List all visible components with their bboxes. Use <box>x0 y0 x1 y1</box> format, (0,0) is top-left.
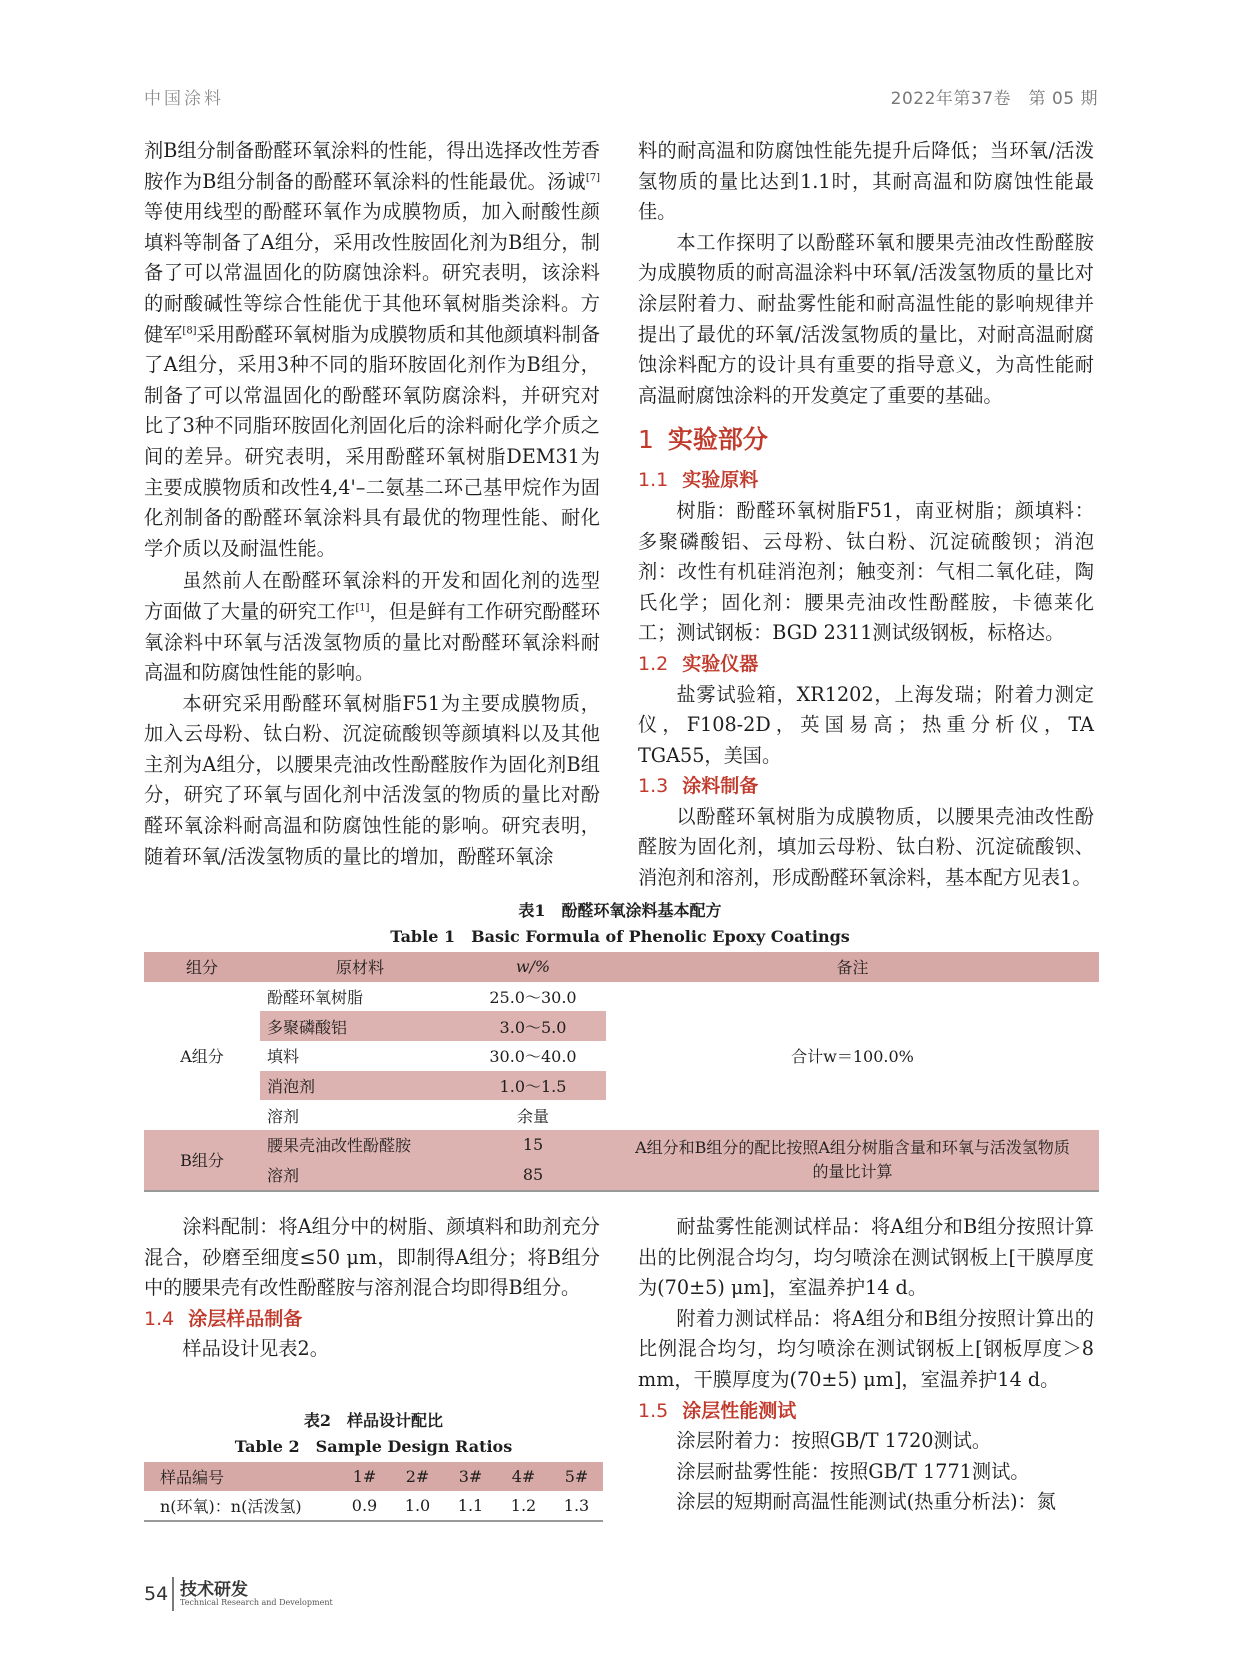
paragraph: 涂层附着力：按照GB/T 1720测试。 <box>676 1429 992 1453</box>
paragraph: 涂料配制：将A组分中的树脂、颜填料和助剂充分混合，砂磨至细度≤50 μm，即制得A组分；将B组分中的腰果壳有改性酚醛胺与溶剂混合均即得B组分。 <box>144 1215 600 1300</box>
subsection-heading: 1.4 涂层样品制备 <box>144 1307 303 1330</box>
paragraph: 料的耐高温和防腐蚀性能先提升后降低；当环氧/活泼氢物质的量比达到1.1时，其耐高温和防腐蚀性能最佳。 <box>638 139 1094 224</box>
table-row <box>144 1130 1099 1160</box>
section-name: 技术研发 <box>180 1580 248 1600</box>
table1-caption-en: Table 1 Basic Formula of Phenolic Epoxy Coatings <box>390 927 850 946</box>
paragraph: 涂层耐盐雾性能：按照GB/T 1771测试。 <box>676 1459 1030 1483</box>
footer-divider <box>172 1577 174 1611</box>
table1 <box>144 952 1099 1192</box>
column-header: 样品编号 <box>144 1462 338 1491</box>
value-cell: 30.0～40.0 <box>489 1047 577 1067</box>
citation[interactable]: [1] <box>355 602 370 614</box>
paragraph: 涂层的短期耐高温性能测试(热重分析法)：氮 <box>676 1490 1056 1514</box>
column-header: 4# <box>497 1462 550 1491</box>
column-header: 备注 <box>606 952 1099 982</box>
column-header: w/% <box>460 952 606 982</box>
value-cell: 25.0～30.0 <box>489 988 577 1008</box>
table-header-row <box>144 1462 603 1491</box>
subsection-heading: 1.1 实验原料 <box>638 469 759 492</box>
column-header: 1# <box>338 1462 391 1491</box>
paragraph: 附着力测试样品：将A组分和B组分按照计算出的比例混合均匀，均匀喷涂在测试钢板上[钢板厚度＞8 mm，干膜厚度为(70±5) μm]，室温养护14 d。 <box>638 1306 1094 1391</box>
material-cell: 溶剂 <box>267 1106 300 1126</box>
journal-name: 中国涂料 <box>144 89 224 109</box>
column-header: 5# <box>550 1462 603 1491</box>
left-column-bottom <box>144 1212 600 1365</box>
table-row <box>144 1491 603 1521</box>
table-header-row <box>144 952 1099 982</box>
value-cell: 1.1 <box>457 1496 484 1515</box>
paragraph: 虽然前人在酚醛环氧涂料的开发和固化剂的选型方面做了大量的研究工作[1]，但是鲜有工作研究酚醛环氧涂料中环氧与活泼氢物质的量比对酚醛环氧涂料耐高温和防腐蚀性能的影响。 <box>144 569 601 685</box>
column-header: 2# <box>391 1462 444 1491</box>
material-cell: 填料 <box>267 1047 300 1067</box>
column-header: 组分 <box>144 952 260 982</box>
column-header: 3# <box>444 1462 497 1491</box>
material-cell: 多聚磷酸铝 <box>260 1011 460 1041</box>
section-heading: 1 实验部分 <box>638 425 768 455</box>
material-cell: 溶剂 <box>267 1166 300 1186</box>
left-column-top <box>144 136 600 872</box>
paragraph: 以酚醛环氧树脂为成膜物质，以腰果壳油改性酚醛胺为固化剂，填加云母粉、钛白粉、沉淀硫酸钡、消泡剂和溶剂，形成酚醛环氧涂料，基本配方见表1。 <box>638 804 1094 890</box>
value-cell: 1.0 <box>404 1496 431 1515</box>
right-column-top <box>638 136 1094 894</box>
table2 <box>144 1462 603 1522</box>
note-cell: A组分和B组分的配比按照A组分树脂含量和环氧与活泼氢物质的量比计算 <box>635 1137 1070 1181</box>
value-cell: 1.3 <box>563 1496 590 1515</box>
paragraph: 盐雾试验箱，XR1202，上海发瑞；附着力测定仪，F108-2D，英国易高；热重分析仪，TA TGA55，美国。 <box>638 682 1094 767</box>
group-label: A组分 <box>180 1047 224 1067</box>
subsection-heading: 1.5 涂层性能测试 <box>638 1399 797 1422</box>
subsection-heading: 1.2 实验仪器 <box>638 652 759 675</box>
paragraph: 本工作探明了以酚醛环氧和腰果壳油改性酚醛胺为成膜物质的耐高温涂料中环氧/活泼氢物质的量比对涂层附着力、耐盐雾性能和耐高温性能的影响规律并提出了最优的环氧/活泼氢物质的量比，对耐高温耐腐蚀涂料配方的设计具有重要的指导意义，为高性能耐高温耐腐蚀涂料的开发奠定了重要的基础。 <box>638 230 1094 407</box>
value-cell: 0.9 <box>351 1496 378 1515</box>
table2-caption-cn: 表2 样品设计配比 <box>303 1411 444 1430</box>
note-cell: 合计w＝100.0% <box>791 1047 914 1067</box>
material-cell: 消泡剂 <box>260 1071 460 1101</box>
value-cell: 15 <box>522 1135 544 1155</box>
table1-caption-cn: 表1 酚醛环氧涂料基本配方 <box>518 901 722 920</box>
paragraph: 样品设计见表2。 <box>182 1337 329 1361</box>
section-name-en: Technical Research and Development <box>180 1598 333 1607</box>
table-row <box>144 982 1099 1012</box>
value-cell: 85 <box>522 1165 544 1185</box>
paragraph: 树脂：酚醛环氧树脂F51，南亚树脂；颜填料：多聚磷酸铝、云母粉、钛白粉、沉淀硫酸钡；消泡剂：改性有机硅消泡剂；触变剂：气相二氧化硅，陶氏化学；固化剂：腰果壳油改性酚醛胺，卡德莱化工；测试钢板：BGD 2311测试级钢板，标格达。 <box>638 498 1094 645</box>
row-label: n(环氧)：n(活泼氢) <box>160 1497 302 1516</box>
table2-caption-en: Table 2 Sample Design Ratios <box>234 1437 513 1456</box>
paragraph: 剂B组分制备酚醛环氧涂料的性能，得出选择改性芳香胺作为B组分制备的酚醛环氧涂料的性能最优。汤诚[7]等使用线型的酚醛环氧作为成膜物质，加入耐酸性颜填料等制备了A组分，采用改性胺固化剂为B组分，制备了可以常温固化的防腐蚀涂料。研究表明，该涂料的耐酸碱性等综合性能优于其他环氧树脂类涂料。方健军[8]采用酚醛环氧树脂为成膜物质和其他颜填料制备了A组分，采用3种不同的脂环胺固化剂作为B组分，制备了可以常温固化的酚醛环氧防腐涂料，并研究对比了3种不同脂环胺固化剂固化后的涂料耐化学介质之间的差异。研究表明，采用酚醛环氧树脂DEM31为主要成膜物质和改性4,4'–二氨基二环己基甲烷作为固化剂制备的酚醛环氧涂料具有最优的物理性能、耐化学介质以及耐温性能。 <box>144 139 601 560</box>
value-cell: 3.0～5.0 <box>460 1011 606 1041</box>
paragraph: 本研究采用酚醛环氧树脂F51为主要成膜物质，加入云母粉、钛白粉、沉淀硫酸钡等颜填料以及其他主剂为A组分，以腰果壳油改性酚醛胺作为固化剂B组分，研究了环氧与固化剂中活泼氢的物质的量比对酚醛环氧涂料耐高温和防腐蚀性能的影响。研究表明，随着环氧/活泼氢物质的量比的增加，酚醛环氧涂 <box>144 691 600 868</box>
page-number: 54 <box>144 1583 169 1605</box>
paragraph: 耐盐雾性能测试样品：将A组分和B组分按照计算出的比例混合均匀，均匀喷涂在测试钢板上[干膜厚度为(70±5) μm]，室温养护14 d。 <box>638 1215 1094 1300</box>
subsection-heading: 1.3 涂料制备 <box>638 775 759 798</box>
group-label: B组分 <box>180 1151 224 1171</box>
citation[interactable]: [7] <box>585 172 600 184</box>
issue-info: 2022年第37卷 第 05 期 <box>890 89 1098 109</box>
citation[interactable]: [8] <box>182 325 197 337</box>
right-column-bottom <box>638 1212 1094 1518</box>
value-cell: 1.0～1.5 <box>460 1071 606 1101</box>
material-cell: 腰果壳油改性酚醛胺 <box>267 1136 412 1156</box>
value-cell: 余量 <box>516 1106 549 1126</box>
column-header: 原材料 <box>260 952 460 982</box>
value-cell: 1.2 <box>510 1496 537 1515</box>
material-cell: 酚醛环氧树脂 <box>267 988 364 1008</box>
